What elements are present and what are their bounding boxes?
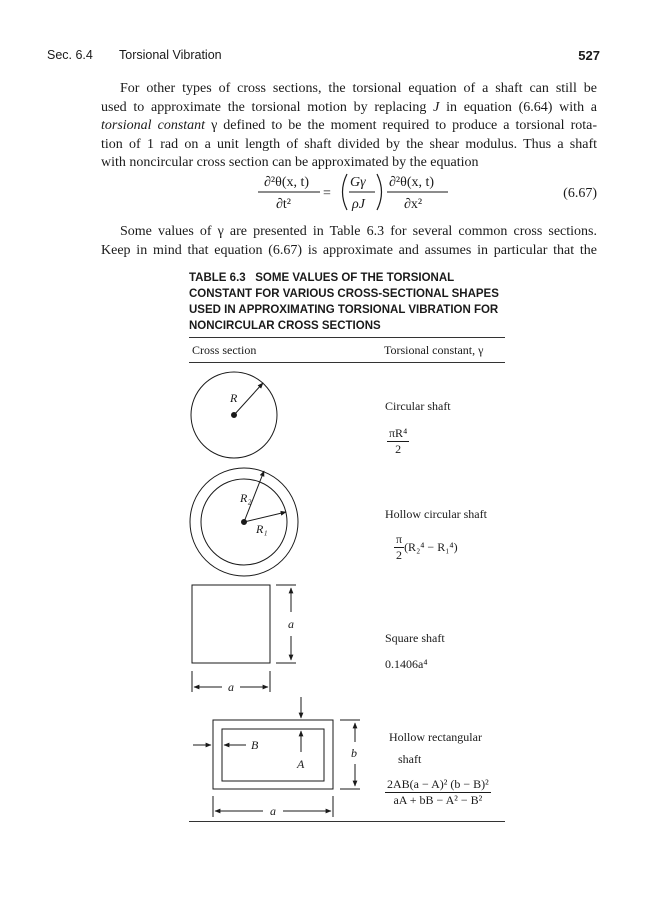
formula-circular: [387, 426, 409, 457]
square-shaft-diagram: [192, 585, 296, 692]
table-label: TABLE 6.3: [189, 272, 246, 284]
caption-line: TABLE 6.3 SOME VALUES OF THE TORSIONAL: [189, 272, 455, 284]
equation-coef-numerator: Gγ: [350, 175, 366, 190]
shape-name-hollow-rectangular-cont: shaft: [398, 752, 422, 766]
text-line: Keep in mind that equation (6.67) is approximate and assumes in particular that the: [101, 242, 597, 258]
formula-hollow-circular: $\frac{\pi}{2}$ (R₂⁴ − R₁⁴): [396, 532, 458, 562]
equation-rhs-denominator: ∂x²: [404, 197, 423, 212]
square-outline: [192, 585, 270, 663]
label-a: a: [270, 804, 276, 818]
column-header-torsional-constant: Torsional constant, γ: [384, 343, 484, 357]
equation-lhs-denominator: ∂t²: [276, 197, 292, 212]
equation-coef-denominator: ρJ: [352, 197, 365, 212]
outer-rectangle: [213, 720, 333, 789]
label-R1: R₁: [256, 522, 268, 536]
section-title: Torsional Vibration: [119, 48, 222, 62]
formula-hollow-rectangular: [385, 777, 491, 808]
equation-rhs-numerator: ∂²θ(x, t): [389, 175, 435, 190]
text-line: tion of 1 rad on a unit length of shaft divided by the shear modulus. Thus a shaft: [101, 136, 597, 152]
formula-numerator: πR⁴: [389, 426, 408, 440]
circular-shaft-diagram: [191, 372, 277, 458]
equation-number: (6.67): [563, 186, 597, 201]
label-R2: R₂: [240, 491, 252, 505]
equals-sign: =: [323, 186, 331, 201]
text-line: For other types of cross sections, the torsional equation of a shaft can still be: [120, 81, 597, 96]
formula-denominator: 2: [395, 442, 402, 456]
formula-body: (R₂⁴ − R₁⁴): [404, 540, 458, 554]
text-line: Some values of γ are presented in Table 6.3 for several common cross sections.: [120, 224, 597, 239]
label-B: B: [251, 738, 259, 752]
equation-lhs-numerator: ∂²θ(x, t): [264, 175, 310, 190]
caption-line: CONSTANT FOR VARIOUS CROSS-SECTIONAL SHAPES: [189, 288, 499, 300]
caption-line: NONCIRCULAR CROSS SECTIONS: [189, 320, 381, 332]
formula-numerator: 2AB(a − A)² (b − B)²: [387, 777, 489, 791]
text-line: torsional constant γ defined to be the moment required to produce a torsional rota-: [101, 118, 597, 134]
formula-square: 0.1406a⁴: [385, 657, 428, 671]
page-number: 527: [578, 48, 600, 63]
label-b: b: [351, 746, 357, 760]
caption-line: USED IN APPROXIMATING TORSIONAL VIBRATION FOR: [189, 304, 499, 316]
inner-radius-arrow: [244, 512, 286, 522]
hollow-rectangular-shaft-diagram: [193, 697, 360, 817]
column-header-cross-section: Cross section: [192, 343, 257, 357]
label-a-bottom: a: [228, 680, 234, 694]
label-a-side: a: [288, 617, 294, 631]
label-R: R: [230, 391, 238, 405]
formula-denominator: aA + bB − A² − B²: [393, 793, 483, 807]
shape-name-hollow-circular: Hollow circular shaft: [385, 507, 487, 521]
hollow-circular-shaft-diagram: [190, 468, 298, 576]
text-line: with noncircular cross section can be approximated by the equation: [101, 155, 479, 171]
section-number: Sec. 6.4: [47, 48, 93, 62]
radius-arrow: [234, 383, 263, 415]
inner-rectangle: [222, 729, 324, 781]
shape-name-hollow-rectangular: Hollow rectangular: [389, 730, 482, 744]
shape-name-circular: Circular shaft: [385, 399, 451, 413]
text-line: used to approximate the torsional motion by replacing J in equation (6.64) with a: [101, 99, 598, 115]
shape-name-square: Square shaft: [385, 631, 445, 645]
label-A: A: [297, 757, 305, 771]
